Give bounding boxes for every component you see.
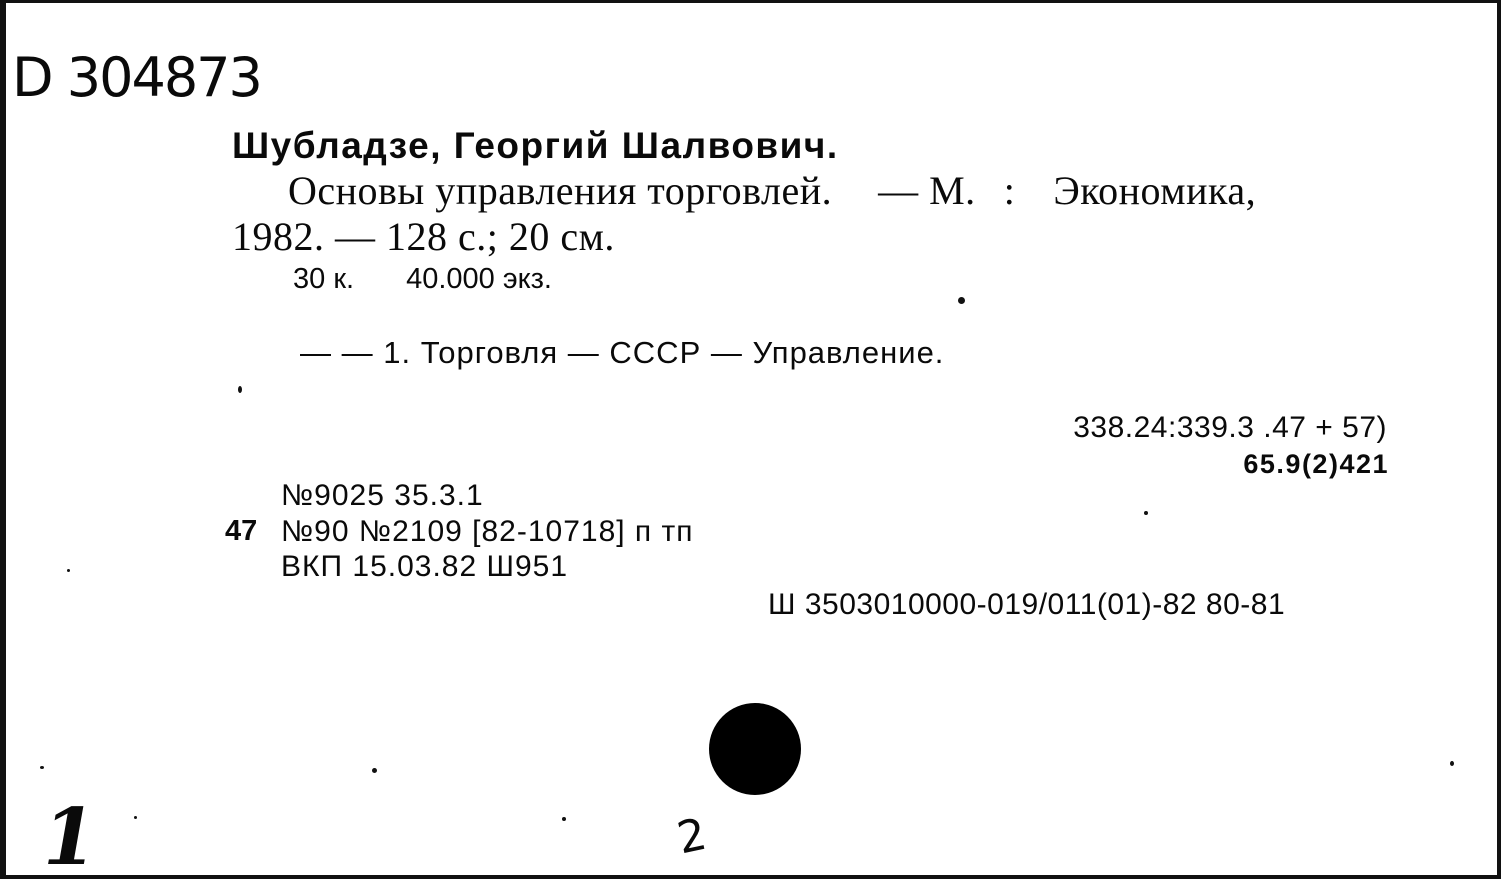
speck bbox=[1450, 761, 1454, 766]
title-line-1 bbox=[288, 168, 1257, 213]
handwritten-mark-1: 1 bbox=[34, 792, 105, 883]
speck bbox=[40, 766, 44, 769]
subject-headings: — — 1. Торговля — СССР — Управление. bbox=[300, 335, 945, 370]
price-line bbox=[293, 265, 552, 294]
speck bbox=[238, 386, 242, 393]
speck bbox=[958, 297, 965, 304]
title-dash: — bbox=[878, 168, 919, 213]
print-run: 40.000 экз. bbox=[406, 263, 552, 295]
publisher: Экономика, bbox=[1053, 168, 1257, 213]
bbk-index: 65.9(2)421 bbox=[1243, 449, 1389, 479]
place-publisher-colon: : bbox=[1003, 168, 1016, 213]
speck bbox=[562, 817, 566, 821]
author-heading: Шубладзе, Георгий Шалвович. bbox=[232, 125, 839, 166]
speck bbox=[372, 768, 377, 773]
technical-line-3: ВКП 15.03.82 Ш951 bbox=[281, 550, 569, 583]
speck bbox=[67, 569, 70, 572]
speck bbox=[1144, 511, 1148, 515]
title-text: Основы управления торговлей. bbox=[288, 168, 833, 213]
handwritten-mark-2: 2 bbox=[672, 808, 711, 865]
technical-line-1: №9025 35.3.1 bbox=[281, 479, 484, 512]
price: 30 к. bbox=[293, 263, 355, 295]
punch-hole bbox=[709, 703, 801, 795]
speck bbox=[134, 816, 137, 819]
technical-line-2: №90 №2109 [82-10718] п тп bbox=[281, 515, 694, 548]
technical-number: 47 bbox=[225, 515, 258, 547]
title-line-2: 1982. — 128 с.; 20 см. bbox=[232, 214, 615, 259]
isbn-line: Ш 3503010000-019/011(01)-82 80-81 bbox=[768, 588, 1286, 621]
publication-place: М. bbox=[929, 168, 976, 213]
udc-index: 338.24:339.3 .47 + 57) bbox=[1073, 411, 1387, 444]
inventory-number: D 304873 bbox=[12, 46, 261, 109]
